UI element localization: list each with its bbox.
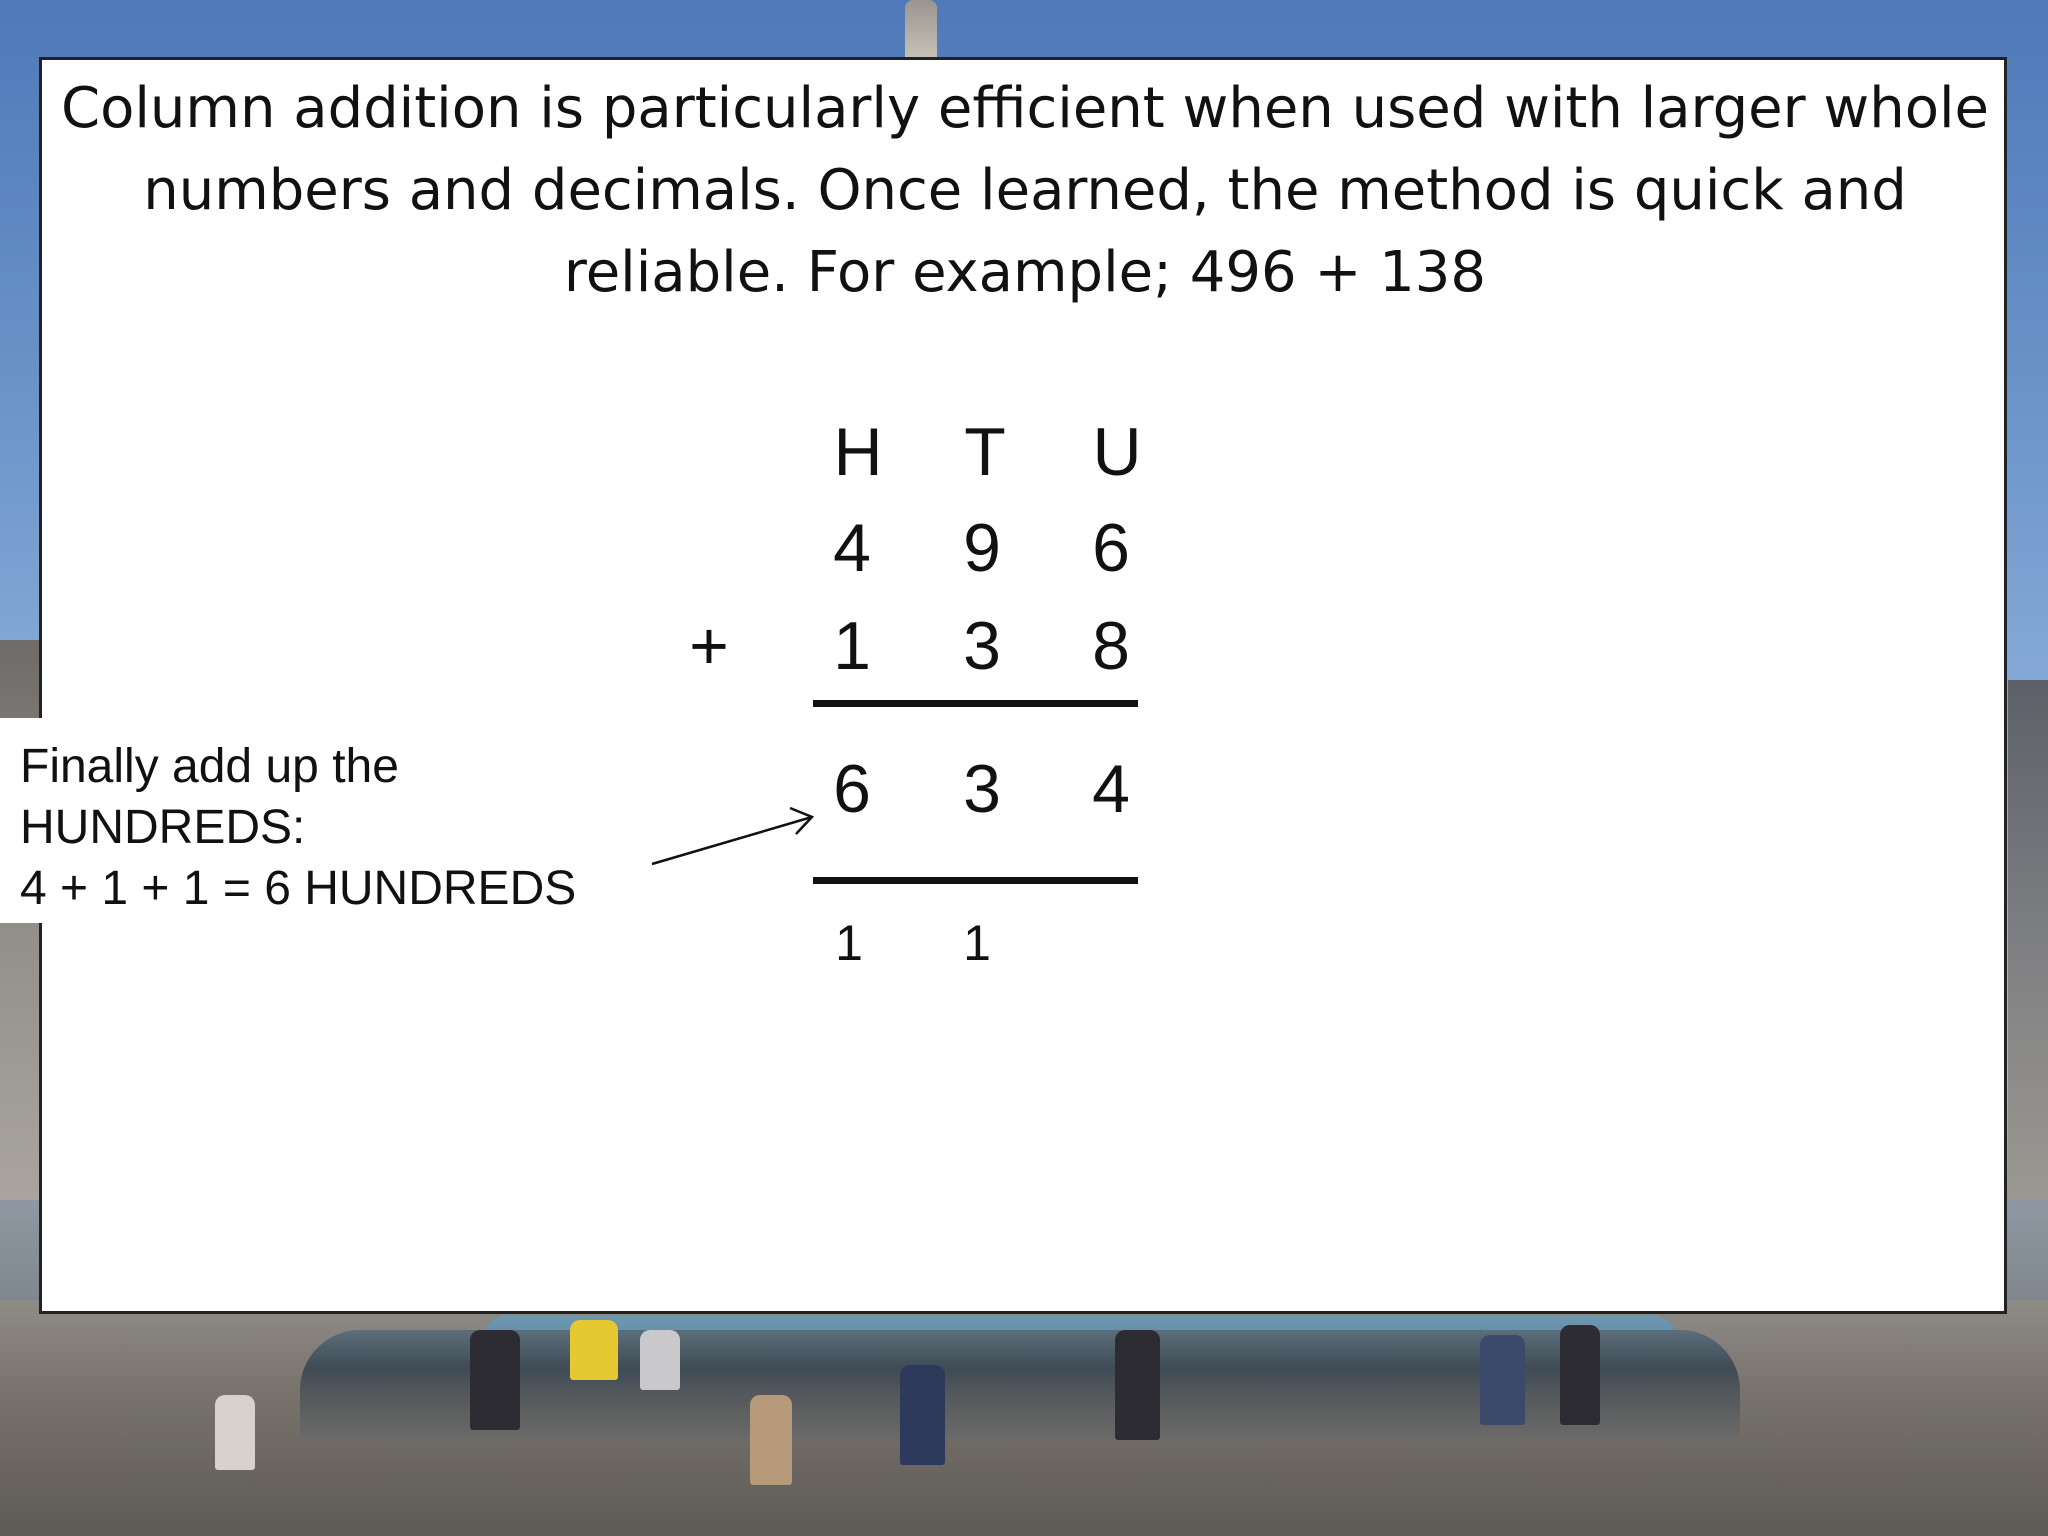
background-person [900, 1365, 945, 1465]
result-tens: 3 [963, 751, 1001, 827]
first-number-units: 6 [1092, 510, 1130, 586]
plus-operator: + [689, 608, 729, 684]
intro-line-1: Column addition is particularly efficient when used with larger whole [61, 76, 1989, 141]
callout-text [20, 736, 576, 919]
background-person [1560, 1325, 1600, 1425]
answer-rule-top [813, 700, 1138, 707]
second-number-tens: 3 [963, 608, 1001, 684]
callout-line-2: HUNDREDS: [20, 801, 306, 854]
first-number-hundreds: 4 [833, 510, 871, 586]
background-person [750, 1395, 792, 1485]
column-header-hundreds: H [833, 414, 883, 490]
result-hundreds: 6 [833, 751, 871, 827]
background-person [470, 1330, 520, 1430]
second-number-units: 8 [1092, 608, 1130, 684]
callout-line-3: 4 + 1 + 1 = 6 HUNDREDS [20, 862, 577, 915]
intro-line-3: reliable. For example; 496 + 138 [563, 240, 1487, 305]
background-spire [905, 0, 937, 60]
answer-rule-bottom [813, 877, 1138, 884]
background-person [1480, 1335, 1525, 1425]
callout-line-1: Finally add up the [20, 740, 399, 793]
column-header-units: U [1092, 414, 1142, 490]
background-building-right [2008, 680, 2048, 1200]
background-person [1115, 1330, 1160, 1440]
first-number-tens: 9 [963, 510, 1001, 586]
background-person [215, 1395, 255, 1470]
carry-digit-hundreds: 1 [835, 915, 863, 971]
result-units: 4 [1092, 751, 1130, 827]
background-person [570, 1320, 618, 1380]
carry-digit-tens: 1 [963, 915, 991, 971]
second-number-hundreds: 1 [833, 608, 871, 684]
intro-paragraph [55, 68, 1995, 314]
intro-line-2: numbers and decimals. Once learned, the method is quick and [143, 158, 1907, 223]
column-header-tens: T [964, 414, 1006, 490]
background-person [640, 1330, 680, 1390]
